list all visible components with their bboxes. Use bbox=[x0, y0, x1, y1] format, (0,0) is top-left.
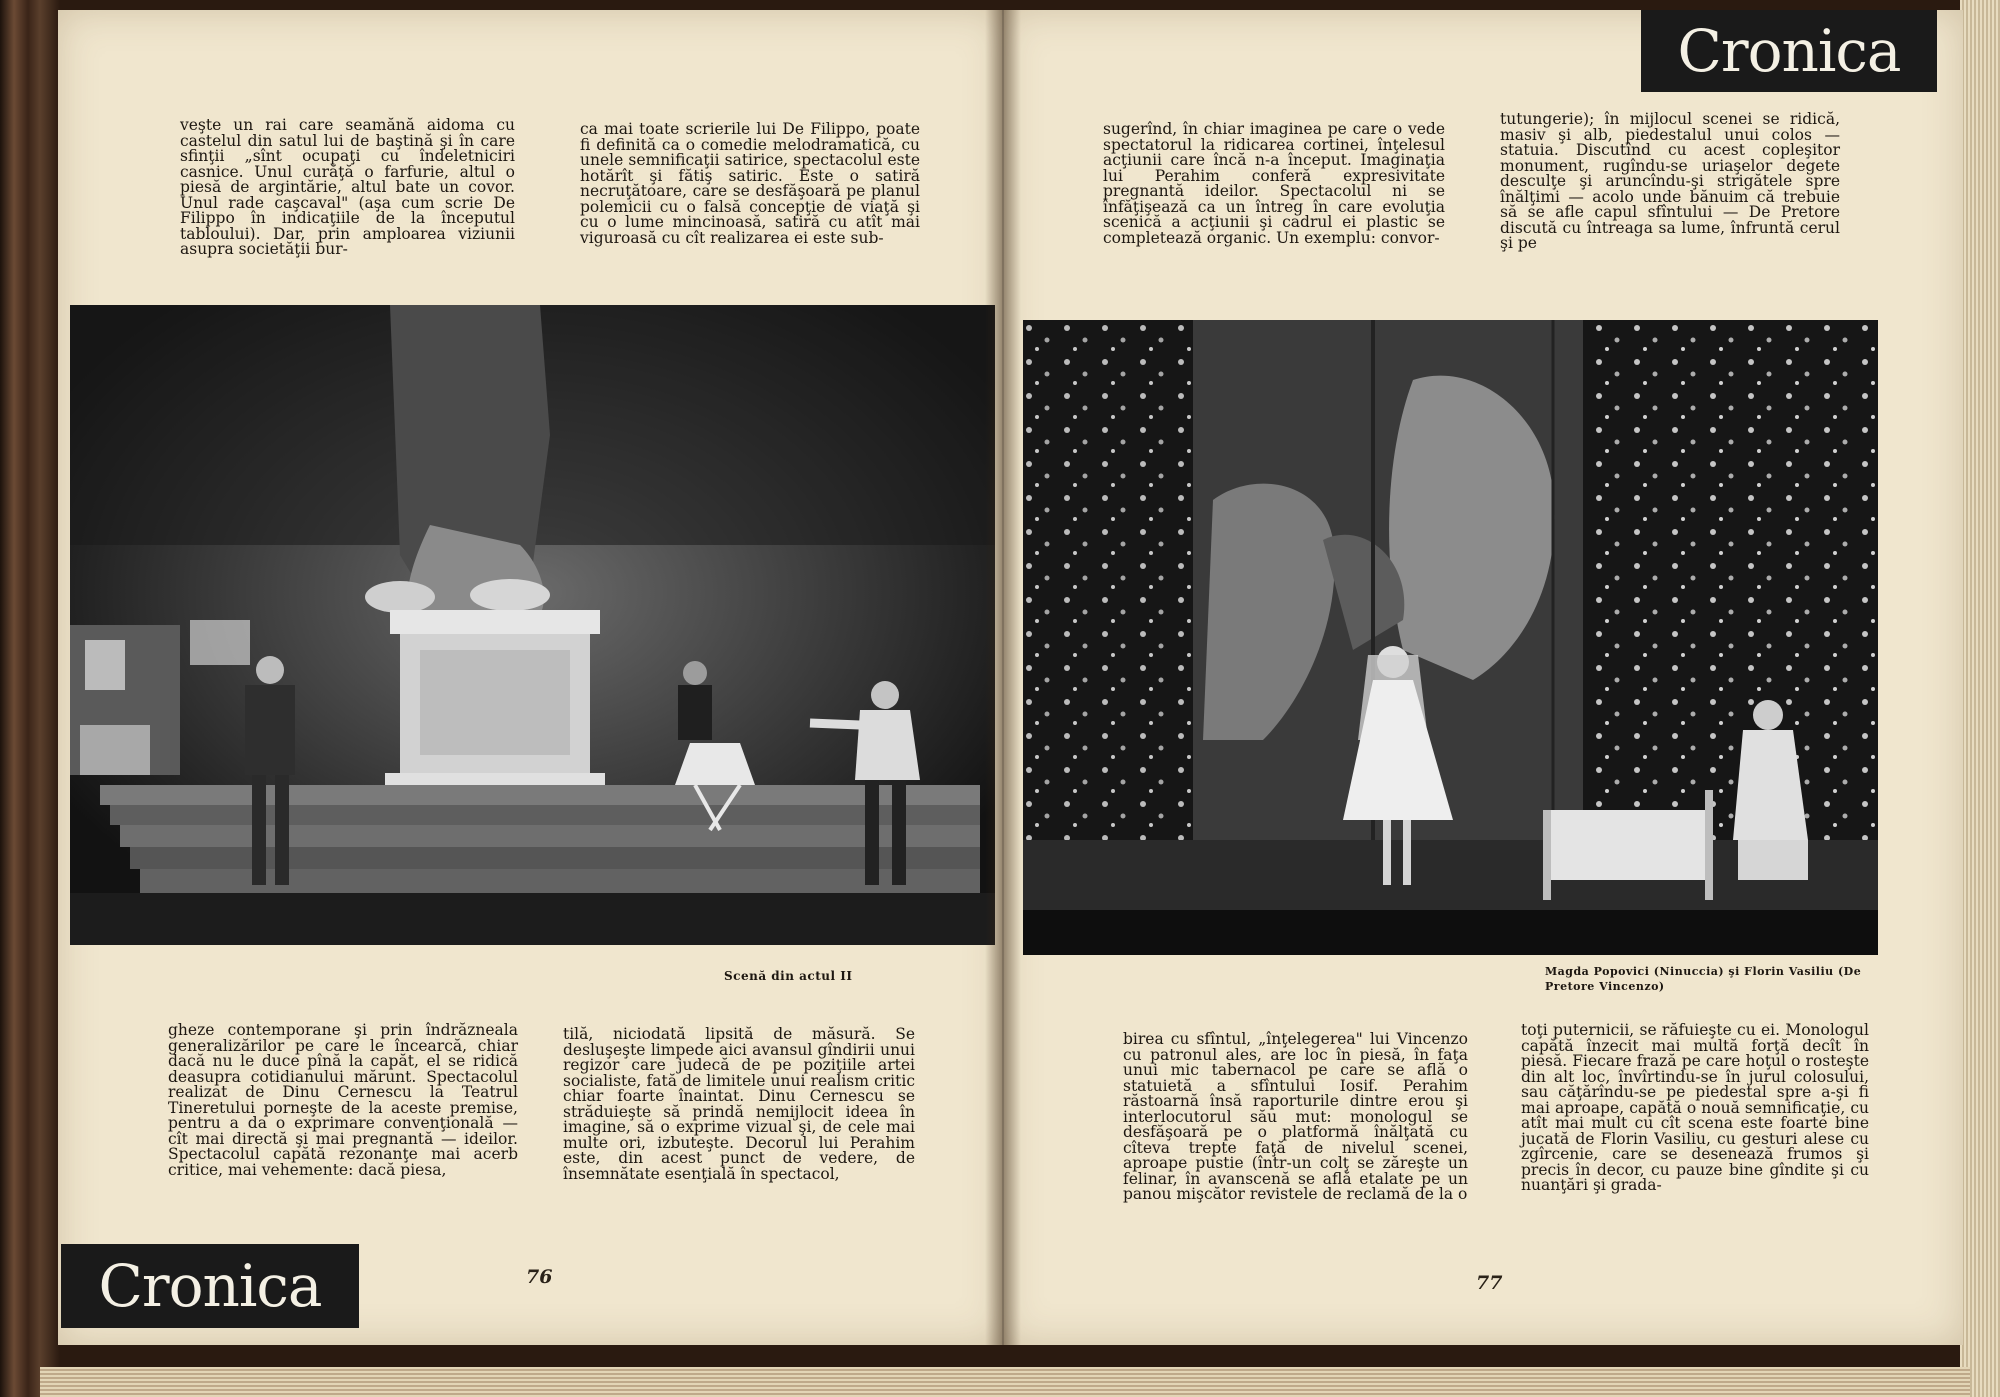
cronica-masthead-top: Cronica bbox=[1641, 10, 1937, 92]
left-top-column-2: ca mai toate scrierile lui De Filippo, poate fi definită ca o comedie melodramatică, cu unele semnificaţii satirice, spectacolul este hotărît şi fătiş satiric. Este o satiră necruţătoare, care se desfăşoară pe planul polemicii cu o falsă concepţie de viaţă şi cu o lume mincinoasă, satiră cu atît mai viguroasă cu cît realizarea ei este sub- bbox=[580, 120, 920, 247]
cronica-masthead-bottom: Cronica bbox=[61, 1244, 359, 1328]
left-photo-caption: Scenă din actul II bbox=[724, 969, 853, 983]
left-bottom-column-1: gheze contemporane şi prin îndrăzneala generalizărilor pe care le încearcă, chiar dacă nu le duce pînă la capăt, el se ridică deasupra cotidianului mărunt. Spectacolul realizat de Dinu Cernescu la Teatrul Tineretului porneşte de la aceste premise, pentru a da o exprimare convenţională — cît mai directă şi mai pregnantă — ideilor. Spectacolul capătă rezonanţe mai acerb critice, mai vehemente: dacă piesa, bbox=[168, 1021, 518, 1179]
right-page bbox=[1003, 10, 1963, 1345]
stage-photo-ninuccia-de-pretore bbox=[1023, 320, 1878, 955]
book-gutter bbox=[985, 10, 1021, 1345]
right-bottom-column-1: birea cu sfîntul, „înţelegerea" lui Vincenzo cu patronul ales, are loc în piesă, în faţa unui mic tabernacol pe care se află o statuietă a sfîntului Iosif. Perahim răstoarnă însă raporturile dintre erou şi interlocutorul său mut: monologul se desfăşoară pe o platformă înălţată cu cîteva trepte faţă de nivelul scenei, aproape pustie (într-un colţ se zăreşte un felinar, în avanscenă se află etalate pe un panou mişcător revistele de reclamă de la o bbox=[1123, 1030, 1468, 1203]
right-photo-caption: Magda Popovici (Ninuccia) şi Florin Vasiliu (De Pretore Vincenzo) bbox=[1545, 965, 1862, 993]
left-page bbox=[58, 10, 1003, 1345]
stage-photo-act-2 bbox=[70, 305, 995, 945]
page-edges-bottom bbox=[40, 1367, 1970, 1397]
page-number-right: 77 bbox=[1476, 1272, 1503, 1294]
left-top-column-1: veşte un rai care seamănă aidoma cu castelul din satul lui de baştină şi în care sfinţii „sînt ocupaţi cu îndeletniciri casnice. Unul curăţă o farfurie, altul o piesă de argintărie, altul bate un covor. Unul rade caşcaval" (aşa cum scrie De Filippo în indicaţiile de la începutul tabloului). Dar, prin amploarea viziunii asupra societăţii bur- bbox=[180, 116, 515, 258]
right-top-column-2: tutungerie); în mijlocul scenei se ridică, masiv şi alb, piedestalul unui colos — statuia. Discutînd cu acest copleşitor monument, rugîndu-se uriaşelor degete desculţe şi aruncîndu-şi strigătele spre înălţimi — acolo unde bănuim că trebuie să se afle capul sfîntului — De Pretore discută cu întreaga sa lume, înfruntă cerul şi pe bbox=[1500, 110, 1840, 252]
left-bottom-column-2: tilă, niciodată lipsită de măsură. Se desluşeşte limpede aici avansul gîndirii unui regizor care judecă de pe poziţiile artei socialiste, fată de limitele unui realism critic chiar foarte înaintat. Dinu Cernescu se străduieşte să prindă nemijlocit ideea în imagine, să o exprime vizual şi, de cele mai multe ori, izbuteşte. Decorul lui Perahim este, din acest punct de vedere, de însemnătate esenţială în spectacol, bbox=[563, 1025, 915, 1183]
right-bottom-column-2: toţi puternicii, se răfuieşte cu ei. Monologul capătă înzecit mai multă forţă decît în piesă. Fiecare frază pe care hoţul o rosteşte din alt loc, învîrtindu-se în jurul colosului, sau căţărîndu-se pe piedestal spre a-şi fi mai aproape, capătă o nouă semnificaţie, cu atît mai mult cu cît scena este foarte bine jucată de Florin Vasiliu, cu gesturi alese cu zgîrcenie, care se desenează frumos şi precis în decor, cu pauze bine gîndite şi cu nuanţări şi grada- bbox=[1521, 1021, 1869, 1194]
page-number-left: 76 bbox=[526, 1266, 553, 1288]
page-edges-right bbox=[1960, 0, 2000, 1397]
right-top-column-1: sugerînd, în chiar imaginea pe care o vede spectatorul la ridicarea cortinei, înţelesul acţiunii care încă n-a început. Imaginaţia lui Perahim conferă expresivitate pregnantă ideilor. Spectacolul ni se înfăţişează ca un întreg în care evoluţia scenică a acţiunii şi cadrul ei plastic se completează organic. Un exemplu: convor- bbox=[1103, 120, 1445, 247]
